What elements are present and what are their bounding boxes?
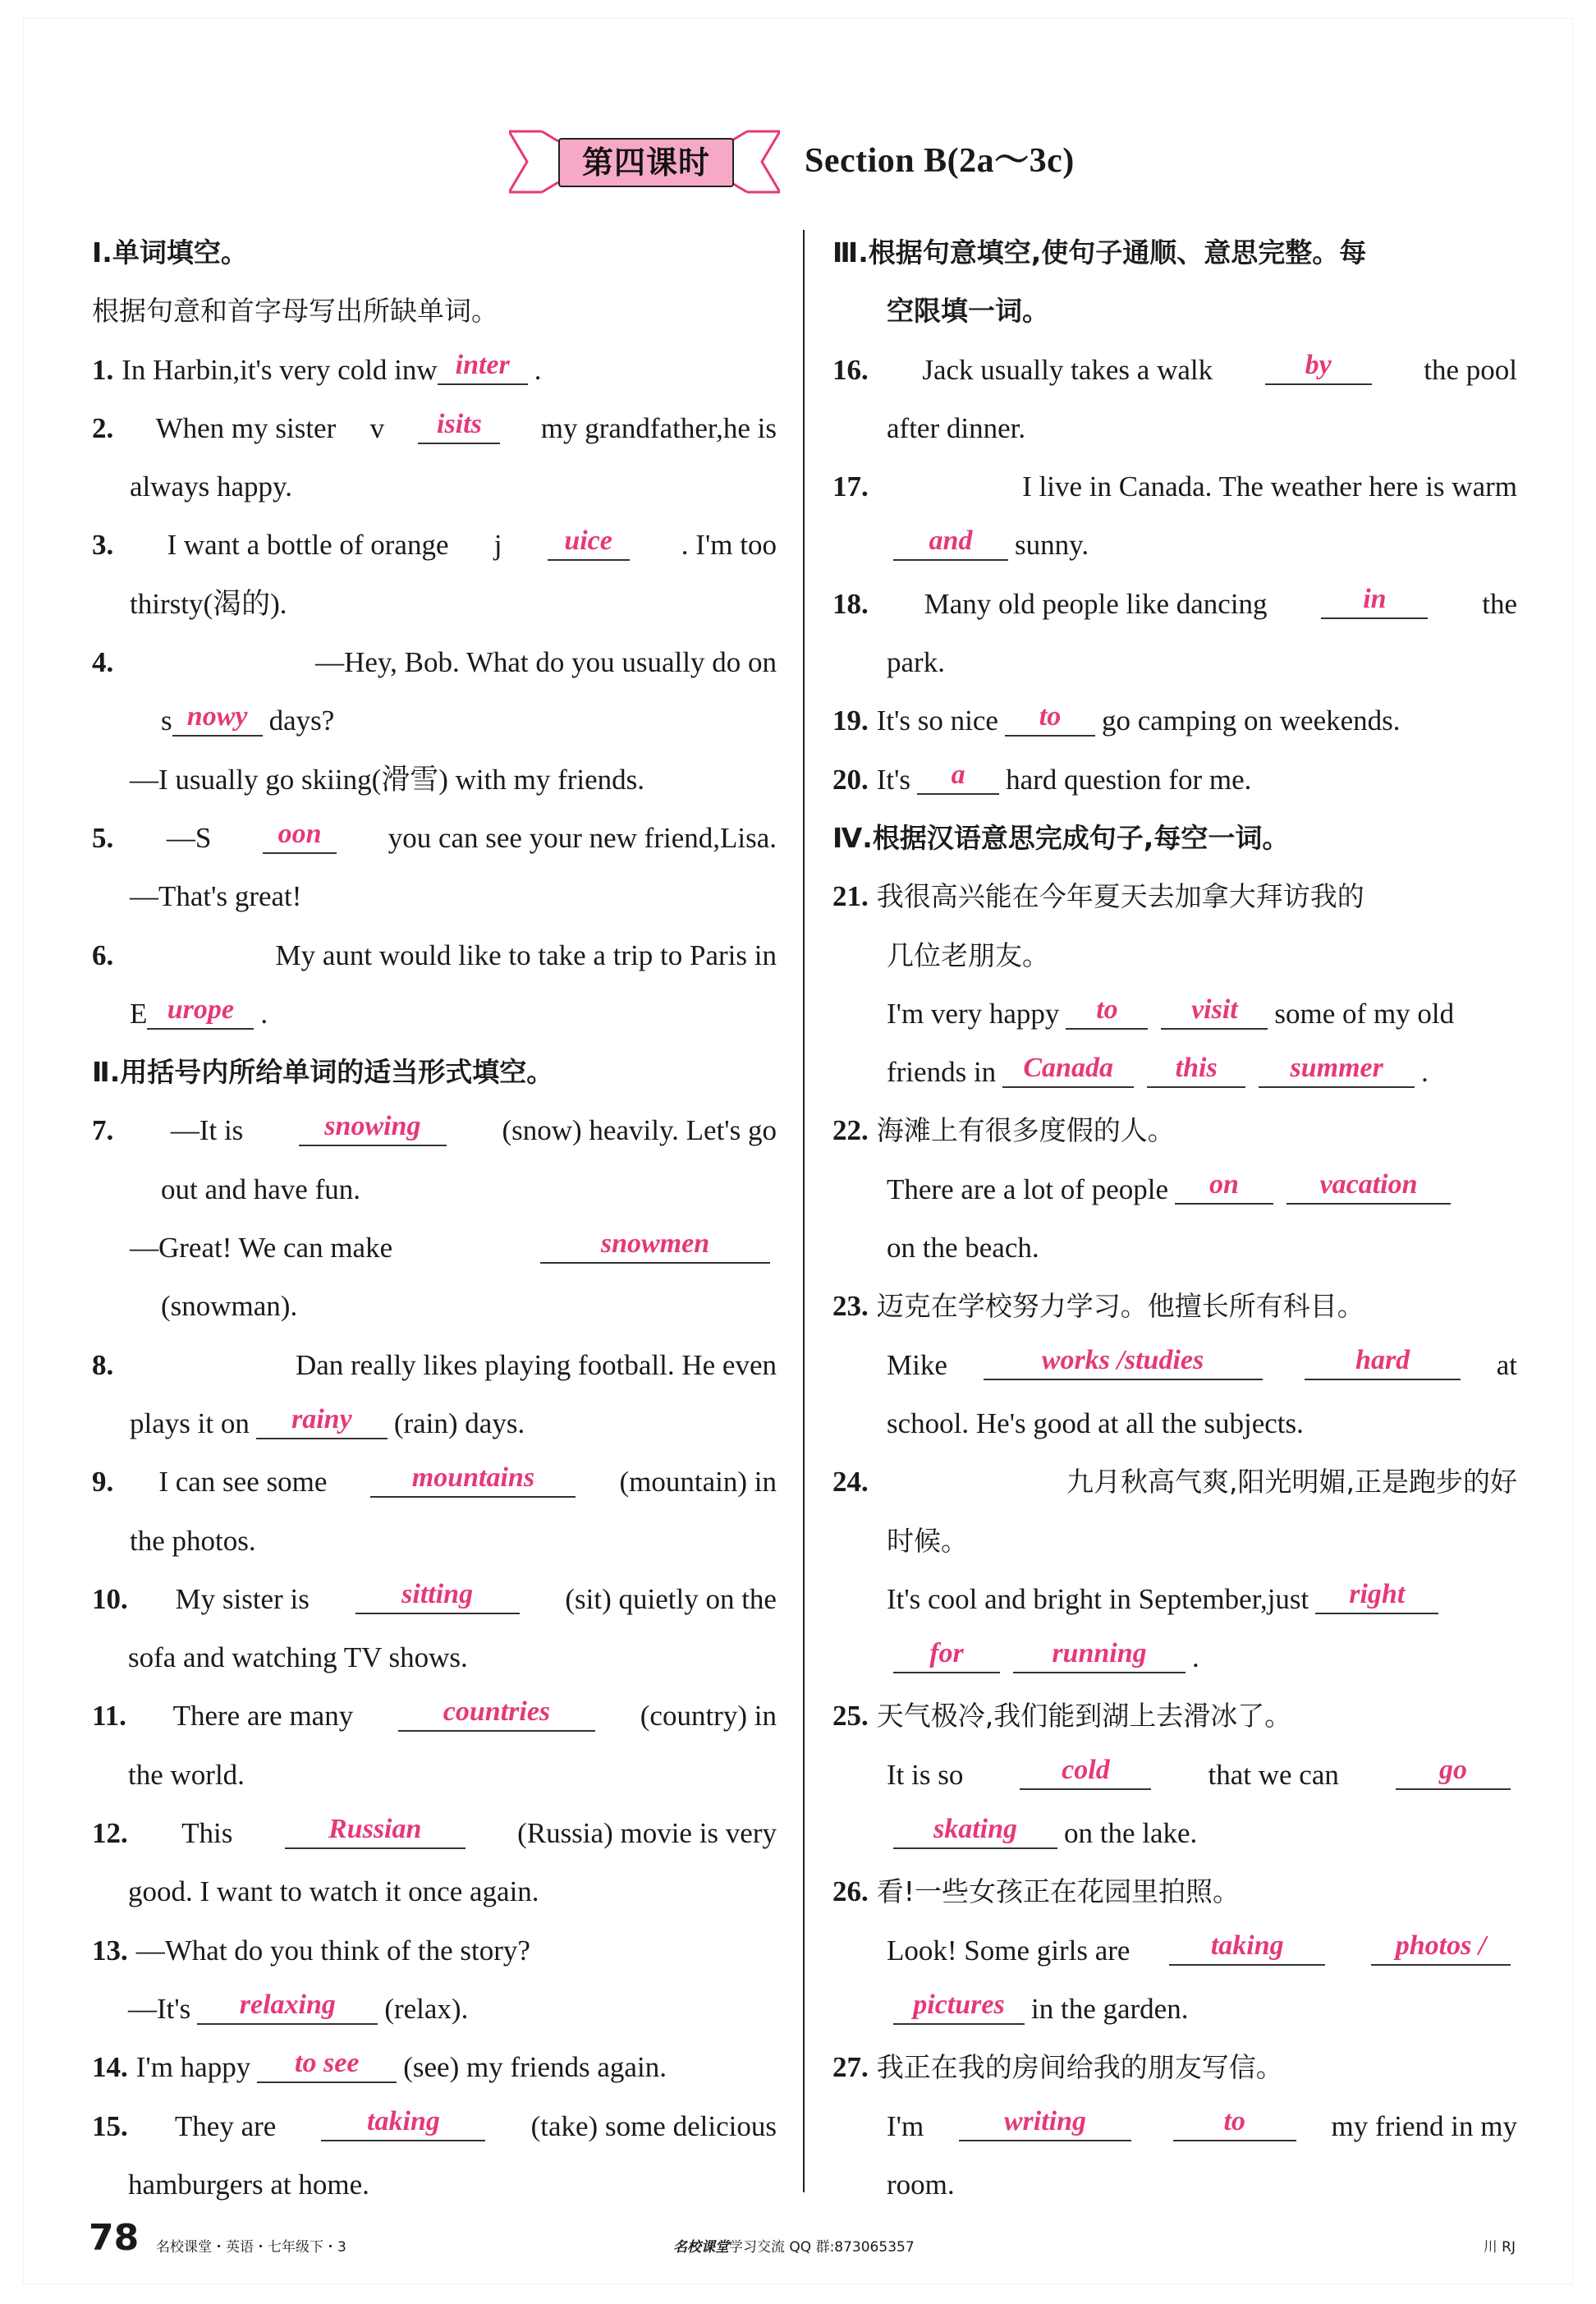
question-text: in the garden. bbox=[1031, 1992, 1189, 2025]
initial-letter: w bbox=[416, 353, 438, 386]
worksheet-line bbox=[92, 1043, 777, 1101]
question-text: 几位老朋友。 bbox=[887, 939, 1049, 971]
worksheet-line bbox=[92, 1101, 777, 1159]
right-column bbox=[832, 223, 1517, 2214]
question-text: —It is bbox=[170, 1114, 244, 1147]
question-text: I'm happy bbox=[135, 2051, 251, 2084]
question-text: It's bbox=[876, 763, 911, 796]
question-text: Many old people like dancing bbox=[924, 587, 1268, 620]
worksheet-line bbox=[92, 1453, 777, 1511]
question-text: I want a bottle of orange bbox=[167, 529, 449, 562]
initial-letter: v bbox=[369, 411, 385, 444]
question-text: out and have fun. bbox=[161, 1173, 360, 1205]
question-text: My sister is bbox=[175, 1582, 310, 1615]
worksheet-line bbox=[92, 1512, 777, 1570]
question-text: school. He's good at all the subjects. bbox=[887, 1407, 1304, 1439]
question-number: 16. bbox=[832, 353, 869, 386]
question-text: It is so bbox=[887, 1758, 964, 1791]
answer-blank: for bbox=[893, 1636, 1000, 1673]
worksheet-line bbox=[92, 1746, 777, 1804]
worksheet-line bbox=[832, 575, 1517, 633]
answer-blank: skating bbox=[893, 1811, 1057, 1849]
worksheet-line bbox=[92, 633, 777, 691]
worksheet-line bbox=[832, 984, 1517, 1043]
section-heading: Ⅲ.根据句意填空,使句子通顺、意思完整。每 bbox=[832, 236, 1367, 268]
lesson-badge-label: 第四课时 bbox=[558, 138, 734, 187]
question-text: I live in Canada. The weather here is warm bbox=[1022, 470, 1517, 503]
page-footer bbox=[89, 2217, 1517, 2258]
worksheet-line bbox=[92, 2038, 777, 2096]
section-heading: Ⅱ.用括号内所给单词的适当形式填空。 bbox=[92, 1056, 554, 1089]
question-text: 时候。 bbox=[887, 1524, 968, 1557]
question-text: park. bbox=[887, 646, 945, 679]
worksheet-line bbox=[832, 809, 1517, 867]
question-text: (relax). bbox=[384, 1992, 469, 2025]
question-text: —It's bbox=[128, 1992, 191, 2025]
answer-blank: to see bbox=[257, 2045, 397, 2083]
worksheet-line bbox=[832, 341, 1517, 399]
worksheet-line bbox=[832, 1921, 1517, 1980]
column-divider bbox=[803, 230, 805, 2192]
question-text: always happy. bbox=[130, 470, 292, 503]
question-text: In Harbin,it's very cold in bbox=[122, 353, 417, 386]
question-number: 15. bbox=[92, 2109, 128, 2142]
answer-blank: rainy bbox=[256, 1402, 388, 1439]
question-number: 19. bbox=[832, 705, 869, 737]
question-text: Dan really likes playing football. He even bbox=[295, 1348, 777, 1381]
worksheet-line bbox=[92, 926, 777, 984]
answer-blank: works /studies bbox=[984, 1342, 1263, 1380]
question-text: This bbox=[181, 1817, 233, 1850]
answer-blank: summer bbox=[1259, 1050, 1415, 1088]
worksheet-line bbox=[92, 2155, 777, 2214]
answer-blank: and bbox=[893, 523, 1008, 561]
question-number: 8. bbox=[92, 1348, 114, 1381]
worksheet-line bbox=[832, 1336, 1517, 1394]
section-heading: 空限填一词。 bbox=[887, 295, 1049, 328]
worksheet-line bbox=[832, 750, 1517, 809]
question-text: —S bbox=[166, 821, 212, 854]
question-text: It's cool and bright in September,just bbox=[887, 1582, 1309, 1615]
question-text: . bbox=[260, 997, 268, 1030]
worksheet-line bbox=[92, 1219, 777, 1277]
page-number: 78 bbox=[89, 2217, 140, 2259]
question-number: 10. bbox=[92, 1582, 128, 1615]
worksheet-line bbox=[832, 282, 1517, 340]
worksheet-line bbox=[832, 1570, 1517, 1628]
question-text: sunny. bbox=[1015, 529, 1089, 562]
worksheet-line bbox=[832, 2038, 1517, 2096]
question-text: the pool bbox=[1424, 353, 1517, 386]
section-heading: Ⅰ.单词填空。 bbox=[92, 236, 248, 268]
question-text: Jack usually takes a walk bbox=[922, 353, 1213, 386]
worksheet-line bbox=[92, 516, 777, 574]
answer-blank: running bbox=[1013, 1636, 1186, 1673]
answer-blank: snowing bbox=[299, 1108, 447, 1146]
answer-blank: taking bbox=[1169, 1928, 1325, 1966]
question-text: go camping on weekends. bbox=[1101, 705, 1401, 737]
worksheet-line bbox=[832, 1512, 1517, 1570]
question-text: I'm very happy bbox=[887, 997, 1060, 1030]
worksheet-line bbox=[832, 516, 1517, 574]
question-text: my friend in my bbox=[1331, 2109, 1517, 2142]
question-text: Mike bbox=[887, 1348, 947, 1381]
question-text: 迈克在学校努力学习。他擅长所有科目。 bbox=[876, 1290, 1364, 1323]
answer-blank: nowy bbox=[172, 699, 263, 737]
question-text: 我很高兴能在今年夏天去加拿大拜访我的 bbox=[876, 880, 1364, 913]
answer-blank: oon bbox=[263, 816, 337, 854]
question-text: thirsty(渴的). bbox=[130, 587, 287, 620]
question-text: It's so nice bbox=[876, 705, 998, 737]
question-text: 九月秋高气爽,阳光明媚,正是跑步的好 bbox=[1066, 1466, 1517, 1499]
footer-brand: 名校课堂 bbox=[673, 2239, 729, 2256]
question-text: the photos. bbox=[130, 1524, 256, 1557]
worksheet-line bbox=[92, 399, 777, 457]
worksheet-line bbox=[832, 1687, 1517, 1745]
worksheet-line bbox=[832, 1628, 1517, 1687]
worksheet-line bbox=[92, 223, 777, 282]
question-text: 海滩上有很多度假的人。 bbox=[876, 1114, 1175, 1147]
worksheet-line bbox=[92, 691, 777, 750]
question-text: the bbox=[1482, 587, 1517, 620]
worksheet-line bbox=[832, 223, 1517, 282]
question-number: 1. bbox=[92, 353, 114, 386]
question-number: 4. bbox=[92, 646, 114, 679]
question-text: after dinner. bbox=[887, 411, 1026, 444]
question-number: 9. bbox=[92, 1466, 114, 1499]
initial-letter: j bbox=[493, 529, 502, 562]
worksheet-line bbox=[832, 399, 1517, 457]
question-text: 天气极冷,我们能到湖上去滑冰了。 bbox=[876, 1700, 1292, 1733]
lesson-header bbox=[493, 122, 1117, 204]
question-number: 3. bbox=[92, 529, 114, 562]
worksheet-line bbox=[92, 457, 777, 516]
answer-blank: right bbox=[1315, 1577, 1438, 1614]
question-text: plays it on bbox=[130, 1407, 250, 1439]
worksheet-line bbox=[832, 2097, 1517, 2155]
worksheet-line bbox=[832, 1862, 1517, 1921]
worksheet-line bbox=[92, 1277, 777, 1335]
answer-blank: hard bbox=[1305, 1342, 1461, 1380]
question-number: 20. bbox=[832, 763, 869, 796]
worksheet-line bbox=[832, 926, 1517, 984]
question-text: the world. bbox=[128, 1758, 245, 1791]
question-text: (snow) heavily. Let's go bbox=[502, 1114, 777, 1147]
worksheet-line bbox=[832, 1804, 1517, 1862]
instruction-text: 根据句意和首字母写出所缺单词。 bbox=[92, 295, 498, 328]
answer-blank: Canada bbox=[1002, 1050, 1134, 1088]
question-text: —I usually go skiing(滑雪) with my friends. bbox=[130, 763, 645, 796]
question-text: —Great! We can make bbox=[130, 1232, 393, 1264]
question-number: 18. bbox=[832, 587, 869, 620]
worksheet-line bbox=[92, 1570, 777, 1628]
worksheet-line bbox=[832, 1394, 1517, 1453]
question-text: (see) my friends again. bbox=[403, 2051, 667, 2084]
question-text: I'm bbox=[887, 2109, 924, 2142]
initial-letter: s bbox=[161, 705, 172, 737]
worksheet-line bbox=[832, 1746, 1517, 1804]
worksheet-line bbox=[92, 1804, 777, 1862]
worksheet-line bbox=[92, 575, 777, 633]
worksheet-line bbox=[832, 1043, 1517, 1101]
question-text: on the lake. bbox=[1064, 1817, 1198, 1850]
question-text: . I'm too bbox=[681, 529, 777, 562]
worksheet-line bbox=[832, 1277, 1517, 1335]
question-text: you can see your new friend,Lisa. bbox=[388, 821, 777, 854]
worksheet-line bbox=[92, 1921, 777, 1980]
initial-letter: E bbox=[130, 997, 148, 1030]
answer-blank: sitting bbox=[355, 1577, 520, 1614]
question-text: 我正在我的房间给我的朋友写信。 bbox=[876, 2051, 1283, 2084]
worksheet-line bbox=[832, 1160, 1517, 1219]
question-number: 11. bbox=[92, 1700, 126, 1733]
answer-blank: in bbox=[1321, 581, 1428, 619]
question-number: 27. bbox=[832, 2051, 869, 2084]
worksheet-line bbox=[832, 1101, 1517, 1159]
answer-blank: Russian bbox=[285, 1811, 466, 1849]
section-title: Section B(2a～3c) bbox=[805, 142, 1075, 180]
answer-blank: to bbox=[1005, 699, 1095, 737]
worksheet-line bbox=[832, 1453, 1517, 1511]
section-heading: Ⅳ.根据汉语意思完成句子,每空一词。 bbox=[832, 821, 1290, 854]
answer-blank: snowmen bbox=[540, 1226, 770, 1264]
answer-blank: inter bbox=[438, 347, 528, 385]
worksheet-line bbox=[92, 1687, 777, 1745]
question-text: When my sister bbox=[155, 411, 337, 444]
answer-blank: to bbox=[1066, 992, 1148, 1030]
question-number: 25. bbox=[832, 1700, 869, 1733]
answer-blank: uice bbox=[548, 523, 630, 561]
worksheet-line bbox=[92, 282, 777, 340]
question-text: days? bbox=[268, 705, 335, 737]
worksheet-line bbox=[92, 2097, 777, 2155]
question-text: good. I want to watch it once again. bbox=[128, 1875, 539, 1908]
answer-blank: pictures bbox=[893, 1987, 1025, 2025]
question-text: some of my old bbox=[1274, 997, 1455, 1030]
footer-qq-text: 学习交流 QQ 群:873065357 bbox=[729, 2239, 915, 2256]
question-number: 26. bbox=[832, 1875, 869, 1908]
left-column bbox=[92, 223, 777, 2214]
question-text: hamburgers at home. bbox=[128, 2168, 369, 2201]
answer-blank: to bbox=[1173, 2104, 1296, 2141]
question-text: Look! Some girls are bbox=[887, 1934, 1130, 1967]
question-text: that we can bbox=[1208, 1758, 1339, 1791]
question-text: . bbox=[1421, 1056, 1429, 1089]
question-text: (mountain) in bbox=[619, 1466, 777, 1499]
question-text: —What do you think of the story? bbox=[135, 1934, 530, 1967]
footer-qq-group bbox=[673, 2235, 915, 2256]
question-number: 12. bbox=[92, 1817, 128, 1850]
answer-blank: photos / bbox=[1371, 1928, 1511, 1966]
worksheet-line bbox=[832, 2155, 1517, 2214]
question-number: 2. bbox=[92, 411, 114, 444]
question-text: —Hey, Bob. What do you usually do on bbox=[315, 646, 777, 679]
question-text: (snowman). bbox=[161, 1290, 298, 1323]
question-text: (rain) days. bbox=[393, 1407, 525, 1439]
question-text: (Russia) movie is very bbox=[517, 1817, 777, 1850]
worksheet-line bbox=[832, 691, 1517, 750]
worksheet-line bbox=[92, 341, 777, 399]
worksheet-line bbox=[92, 1628, 777, 1687]
question-number: 6. bbox=[92, 939, 114, 971]
question-number: 22. bbox=[832, 1114, 869, 1147]
footer-book-info: 名校课堂・英语・七年级下・3 bbox=[156, 2239, 346, 2256]
worksheet-line bbox=[92, 1862, 777, 1921]
question-text: sofa and watching TV shows. bbox=[128, 1641, 468, 1674]
question-text: on the beach. bbox=[887, 1232, 1039, 1264]
question-text: room. bbox=[887, 2168, 955, 2201]
worksheet-line bbox=[92, 867, 777, 925]
worksheet-line bbox=[832, 1980, 1517, 2038]
answer-blank: cold bbox=[1020, 1752, 1151, 1790]
question-number: 24. bbox=[832, 1466, 869, 1499]
worksheet-line bbox=[832, 633, 1517, 691]
answer-blank: vacation bbox=[1286, 1167, 1451, 1205]
question-text: I can see some bbox=[158, 1466, 328, 1499]
worksheet-line bbox=[832, 457, 1517, 516]
question-text: 看!一些女孩正在花园里拍照。 bbox=[876, 1875, 1240, 1908]
question-number: 23. bbox=[832, 1290, 869, 1323]
worksheet-line bbox=[92, 1336, 777, 1394]
question-number: 13. bbox=[92, 1934, 128, 1967]
question-text: (sit) quietly on the bbox=[565, 1582, 777, 1615]
worksheet-line bbox=[92, 984, 777, 1043]
answer-blank: by bbox=[1265, 347, 1372, 385]
answer-blank: taking bbox=[321, 2104, 485, 2141]
question-text: There are many bbox=[172, 1700, 354, 1733]
question-text: hard question for me. bbox=[1006, 763, 1252, 796]
answer-blank: relaxing bbox=[197, 1987, 378, 2025]
answer-blank: urope bbox=[147, 992, 254, 1030]
answer-blank: on bbox=[1175, 1167, 1273, 1205]
answer-blank: countries bbox=[398, 1694, 595, 1732]
question-text: —That's great! bbox=[130, 880, 302, 913]
question-number: 5. bbox=[92, 821, 114, 854]
question-text: friends in bbox=[887, 1056, 997, 1089]
worksheet-line bbox=[832, 867, 1517, 925]
question-text: My aunt would like to take a trip to Paris in bbox=[275, 939, 777, 971]
question-number: 7. bbox=[92, 1114, 114, 1147]
question-number: 17. bbox=[832, 470, 869, 503]
question-text: at bbox=[1496, 1348, 1517, 1381]
question-text: They are bbox=[174, 2109, 277, 2142]
question-text: (country) in bbox=[640, 1700, 777, 1733]
answer-blank: isits bbox=[418, 406, 500, 444]
answer-blank: go bbox=[1396, 1752, 1511, 1790]
worksheet-line bbox=[92, 809, 777, 867]
question-number: 21. bbox=[832, 880, 869, 913]
footer-edition: 川 RJ bbox=[1483, 2239, 1516, 2256]
question-text: (take) some delicious bbox=[530, 2109, 777, 2142]
worksheet-line bbox=[832, 1219, 1517, 1277]
question-text: There are a lot of people bbox=[887, 1173, 1169, 1205]
answer-blank: visit bbox=[1161, 992, 1268, 1030]
answer-blank: this bbox=[1147, 1050, 1245, 1088]
worksheet-line bbox=[92, 1394, 777, 1453]
worksheet-line bbox=[92, 1980, 777, 2038]
worksheet-line bbox=[92, 1160, 777, 1219]
worksheet-line bbox=[92, 750, 777, 809]
question-text: my grandfather,he is bbox=[540, 411, 777, 444]
answer-blank: a bbox=[917, 757, 999, 795]
lesson-badge bbox=[509, 128, 780, 195]
question-text: . bbox=[534, 353, 542, 386]
answer-blank: writing bbox=[959, 2104, 1131, 2141]
answer-blank: mountains bbox=[370, 1460, 576, 1498]
question-text: . bbox=[1192, 1641, 1199, 1674]
question-number: 14. bbox=[92, 2051, 128, 2084]
